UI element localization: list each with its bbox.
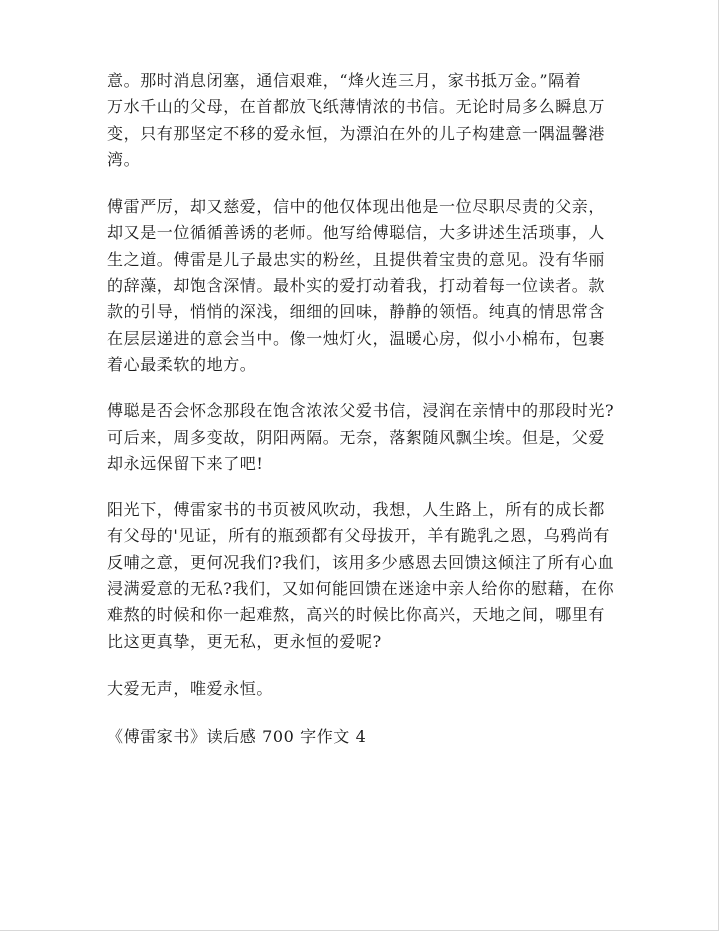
paragraph-3: 傅聪是否会怀念那段在饱含浓浓父爱书信，浸润在亲情中的那段时光? 可后来，周多变故，阴阳两隔。无奈，落絮随风飘尘埃。但是，父爱 却永远保留下来了吧! xyxy=(107,401,615,473)
paragraph-1: 意。那时消息闭塞，通信艰难，“烽火连三月，家书抵万金。”隔着 万水千山的父母，在首都放飞纸薄情浓的书信。无论时局多么瞬息万 变，只有那坚定不移的爱永恒，为漂泊在外的儿子构建意一隅温馨港 湾。 xyxy=(107,71,606,169)
document-body xyxy=(107,68,619,751)
paragraph-2: 傅雷严厉，却又慈爱，信中的他仅体现出他是一位尽职尽责的父亲， 却又是一位循循善诱的老师。他写给傅聪信，大多讲述生活琐事，人 生之道。傅雷是儿子最忠实的粉丝，且提供着宝贵的意见。没有华丽 的辞藻，却饱含深情。最朴实的爱打动着我，打动着每一位读者。款 款的引导，悄悄的深浅，细细的回味，静静的领悟。纯真的情思常含 在层层递进的意会当中。像一烛灯火，温暖心房，似小小棉布，包裹 着心最柔软的地方。 xyxy=(107,197,606,374)
paragraph-4: 阳光下，傅雷家书的书页被风吹动，我想，人生路上，所有的成长都 有父母的'见证，所有的瓶颈都有父母拔开，羊有跪乳之恩，乌鸦尚有 反哺之意，更何况我们?我们，该用多少感恩去回馈这倾注了所有心血 浸满爱意的无私?我们，又如何能回馈在迷途中亲人给你的慰藉，在你 难熬的时候和你一起难熬，高兴的时候比你高兴，天地之间，哪里有 比这更真挚，更无私，更永恒的爱呢? xyxy=(107,500,615,651)
next-section-title: 《傅雷家书》读后感 700 字作文 4 xyxy=(107,727,367,747)
paragraph-5: 大爱无声，唯爱永恒。 xyxy=(107,678,274,698)
